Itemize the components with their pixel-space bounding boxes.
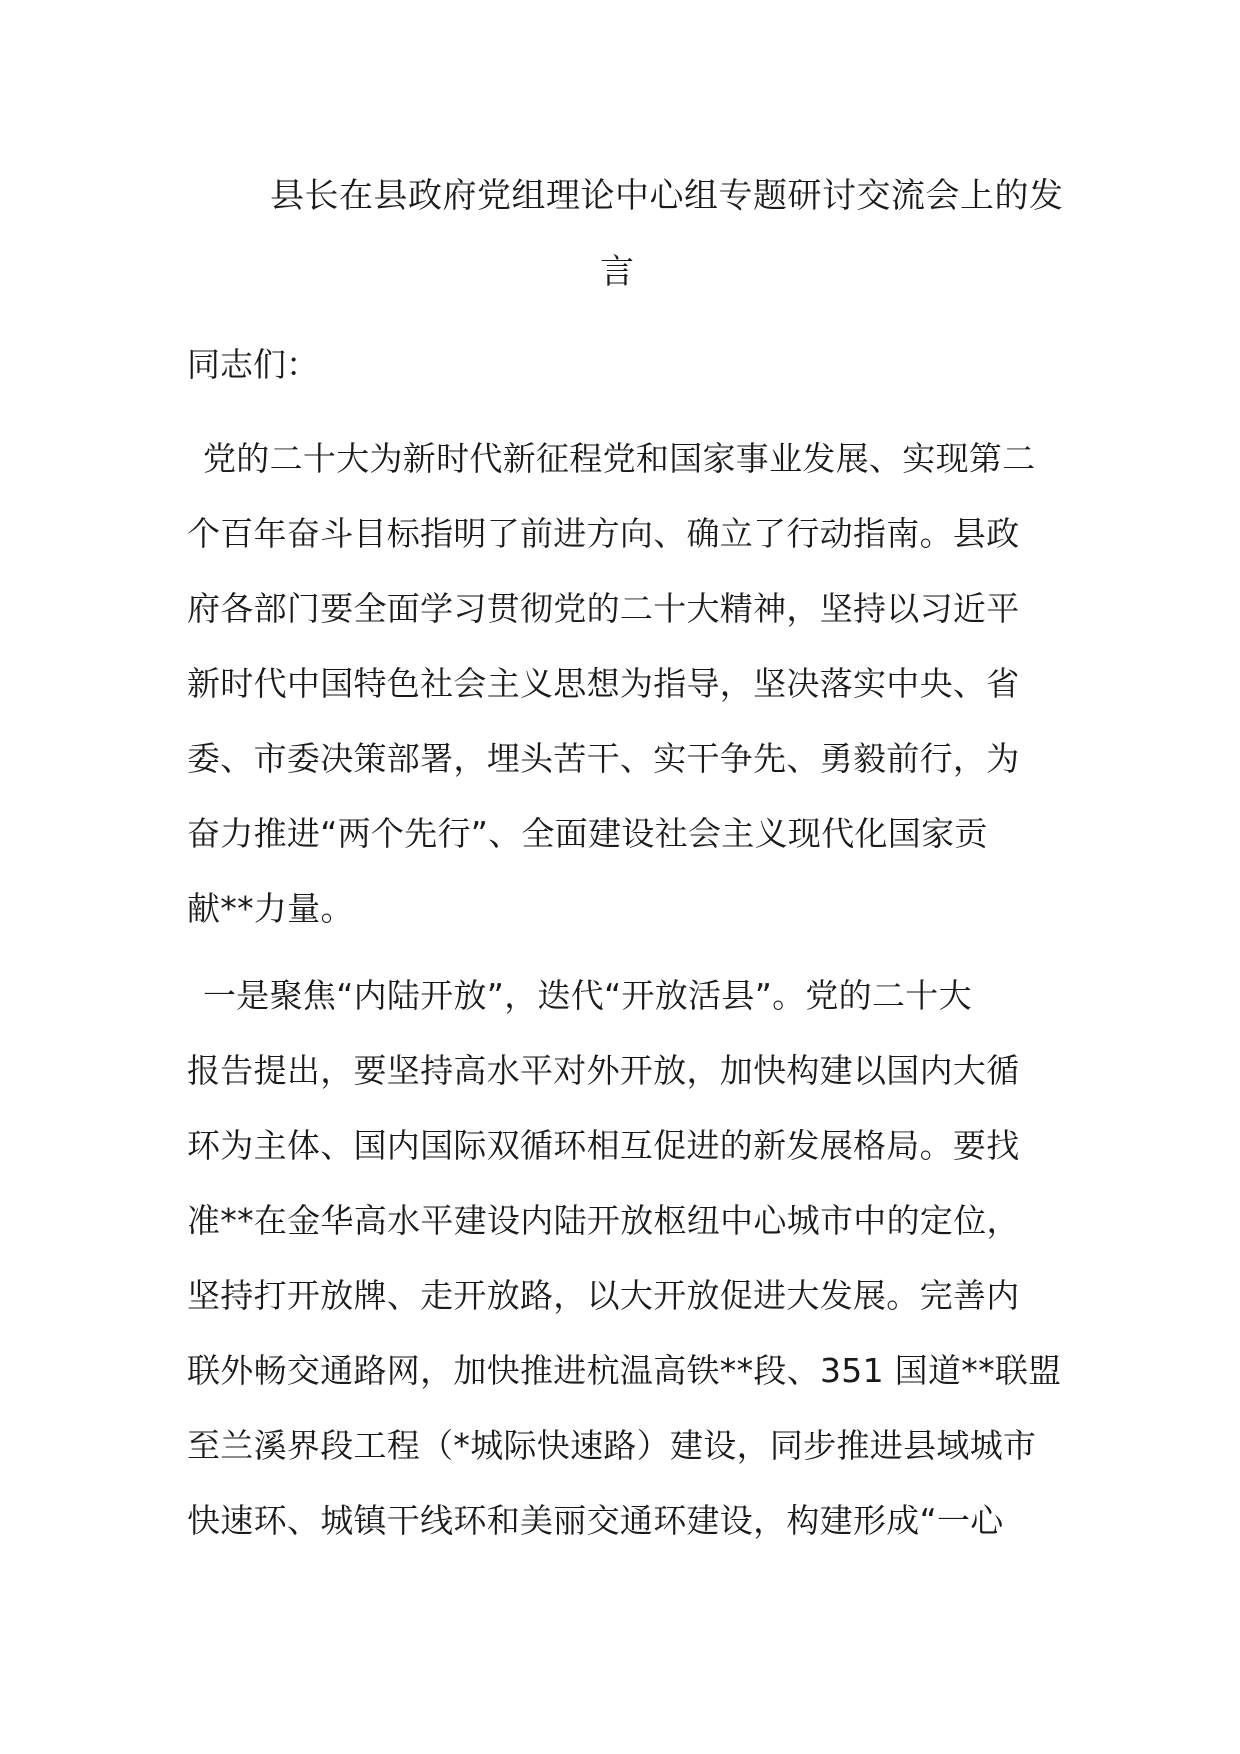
paragraph-line: 新时代中国特色社会主义思想为指导，坚决落实中央、省 [187, 664, 1020, 703]
document-title-line-1: 县长在县政府党组理论中心组专题研讨交流会上的发 [270, 176, 1064, 216]
paragraph-line: 坚持打开放牌、走开放路，以大开放促进大发展。完善内 [187, 1276, 1020, 1315]
paragraph-line: 奋力推进“两个先行”、全面建设社会主义现代化国家贡 [187, 814, 988, 853]
paragraph-2 [187, 976, 1062, 1576]
paragraph-line: 准**在金华高水平建设内陆开放枢纽中心城市中的定位， [187, 1201, 1020, 1240]
paragraph-line: 党的二十大为新时代新征程党和国家事业发展、实现第二 [203, 439, 1036, 478]
paragraph-1 [187, 439, 1057, 964]
paragraph-line: 委、市委决策部署，埋头苦干、实干争先、勇毅前行，为 [187, 739, 1020, 778]
paragraph-line: 至兰溪界段工程（*城际快速路）建设，同步推进县域城市 [187, 1426, 1037, 1465]
salutation: 同志们： [187, 345, 319, 384]
paragraph-line: 环为主体、国内国际双循环相互促进的新发展格局。要找 [187, 1126, 1020, 1165]
paragraph-line: 报告提出，要坚持高水平对外开放，加快构建以国内大循 [187, 1051, 1020, 1090]
paragraph-line: 府各部门要全面学习贯彻党的二十大精神，坚持以习近平 [187, 589, 1020, 628]
paragraph-line: 一是聚焦“内陆开放”，迭代“开放活县”。党的二十大 [203, 976, 972, 1015]
paragraph-line: 快速环、城镇干线环和美丽交通环建设，构建形成“一心 [187, 1501, 1004, 1540]
paragraph-line: 联外畅交通路网，加快推进杭温高铁**段、351 国道**联盟 [187, 1351, 1062, 1390]
document-title-line-2: 言 [600, 252, 635, 292]
paragraph-line: 个百年奋斗目标指明了前进方向、确立了行动指南。县政 [187, 514, 1020, 553]
paragraph-line: 献**力量。 [187, 889, 354, 928]
